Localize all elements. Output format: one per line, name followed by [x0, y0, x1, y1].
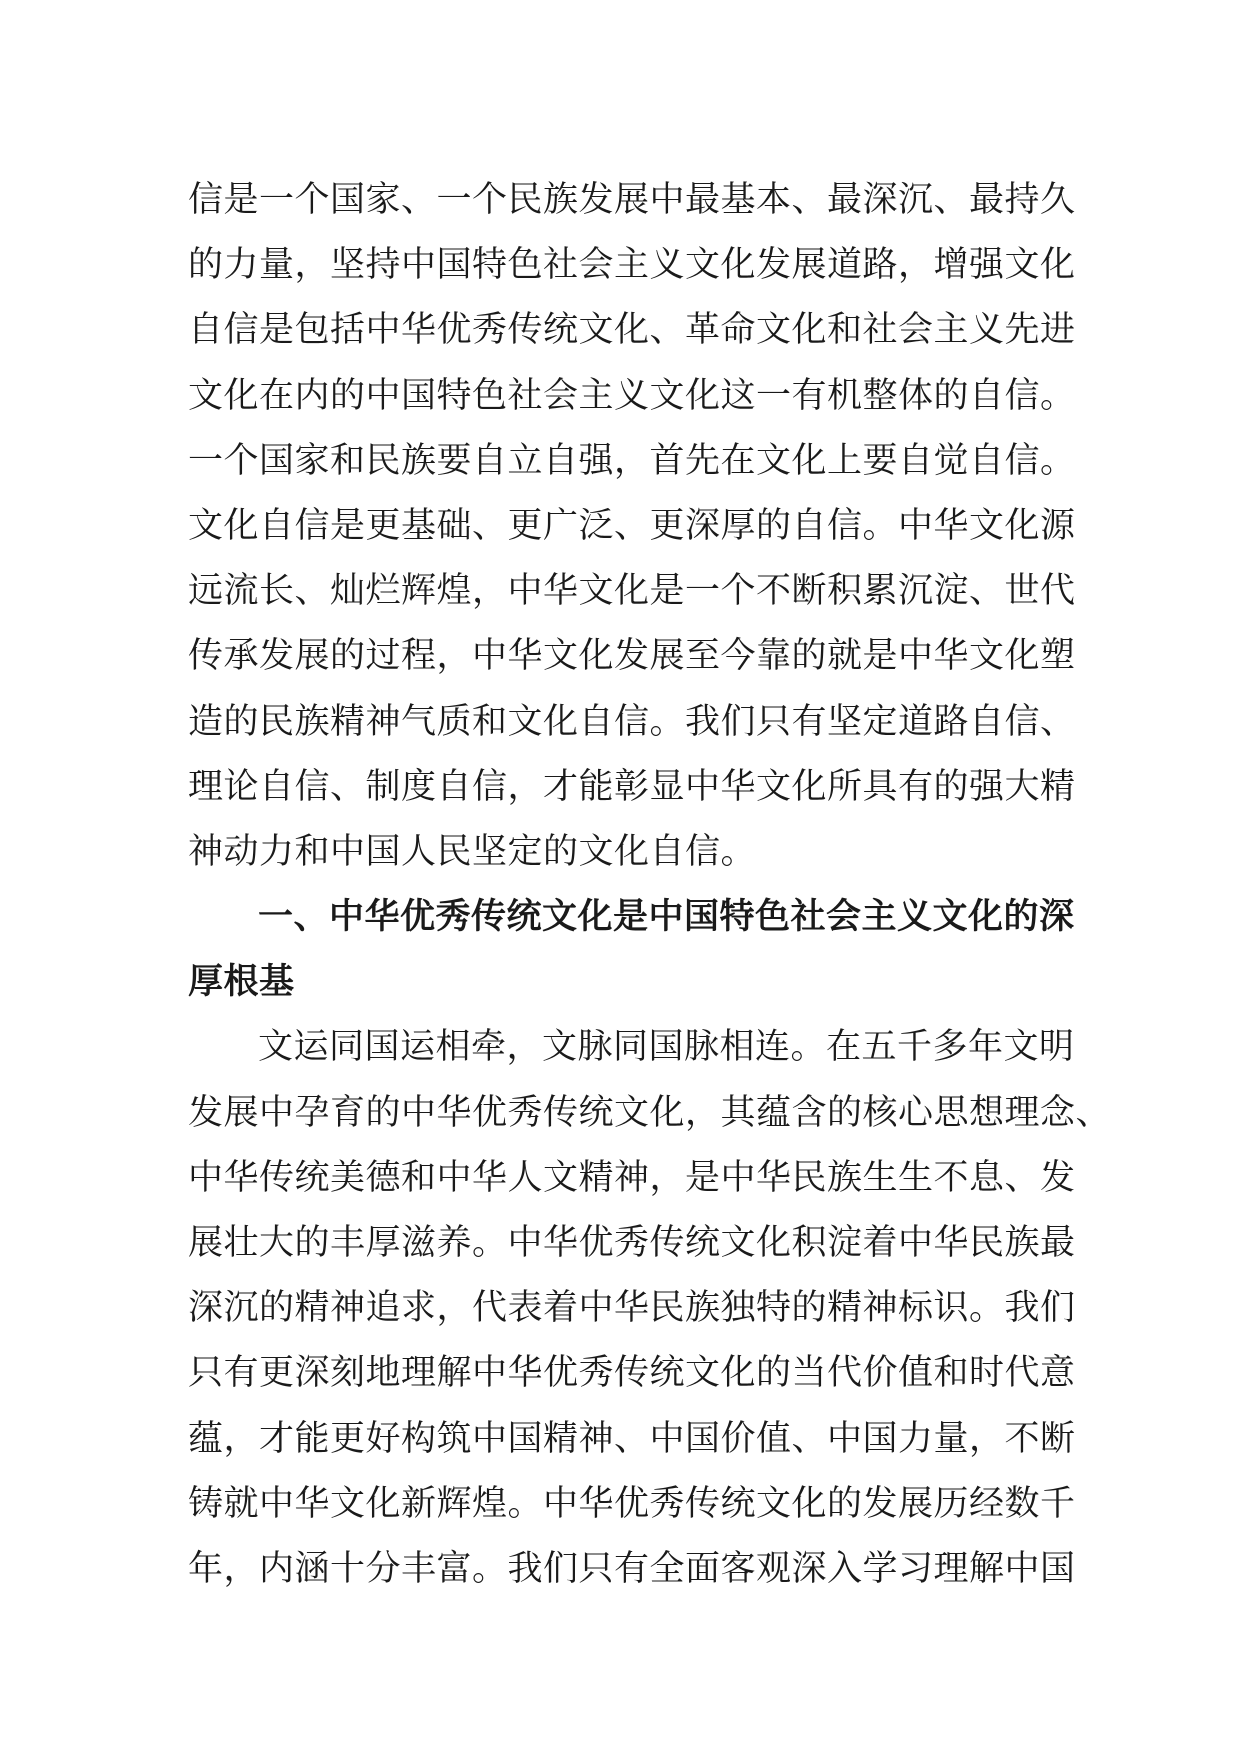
body-line: 造的民族精神气质和文化自信。我们只有坚定道路自信、	[188, 701, 1076, 742]
body-line: 文化在内的中国特色社会主义文化这一有机整体的自信。	[188, 375, 1076, 416]
body-line: 神动力和中国人民坚定的文化自信。	[188, 831, 757, 872]
body-line: 自信是包括中华优秀传统文化、革命文化和社会主义先进	[188, 310, 1076, 351]
body-line: 发展中孕育的中华优秀传统文化，其蕴含的核心思想理念、	[188, 1092, 1112, 1133]
body-line: 理论自信、制度自信，才能彰显中华文化所具有的强大精	[188, 766, 1076, 807]
body-line: 铸就中华文化新辉煌。中华优秀传统文化的发展历经数千	[188, 1483, 1076, 1524]
body-line: 只有更深刻地理解中华优秀传统文化的当代价值和时代意	[188, 1353, 1076, 1394]
body-text	[188, 168, 1112, 1602]
section-heading-line: 一、中华优秀传统文化是中国特色社会主义文化的深	[258, 897, 1075, 938]
body-line: 一个国家和民族要自立自强，首先在文化上要自觉自信。	[188, 440, 1076, 481]
body-line: 年，内涵十分丰富。我们只有全面客观深入学习理解中国	[188, 1548, 1076, 1589]
section-heading-line: 厚根基	[188, 962, 295, 1003]
body-line: 的力量，坚持中国特色社会主义文化发展道路，增强文化	[188, 245, 1076, 286]
body-line: 蕴，才能更好构筑中国精神、中国价值、中国力量，不断	[188, 1418, 1076, 1459]
body-line: 文化自信是更基础、更广泛、更深厚的自信。中华文化源	[188, 505, 1076, 546]
body-line: 传承发展的过程，中华文化发展至今靠的就是中华文化塑	[188, 636, 1076, 677]
body-line: 深沉的精神追求，代表着中华民族独特的精神标识。我们	[188, 1288, 1076, 1329]
body-line: 信是一个国家、一个民族发展中最基本、最深沉、最持久	[188, 180, 1076, 220]
body-line: 文运同国运相牵，文脉同国脉相连。在五千多年文明	[258, 1027, 1075, 1068]
body-line: 远流长、灿烂辉煌，中华文化是一个不断积累沉淀、世代	[188, 571, 1076, 612]
body-line: 展壮大的丰厚滋养。中华优秀传统文化积淀着中华民族最	[188, 1223, 1076, 1263]
body-line: 中华传统美德和中华人文精神，是中华民族生生不息、发	[188, 1157, 1076, 1198]
